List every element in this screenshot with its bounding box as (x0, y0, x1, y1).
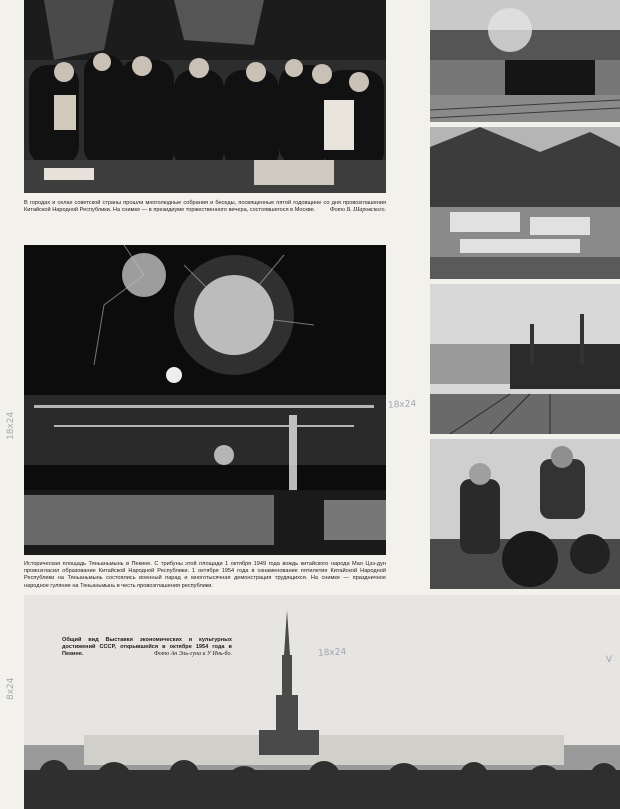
photo-exhibition-beijing (24, 595, 620, 809)
pencil-mark-middle: 18х24 (387, 399, 417, 411)
caption-soviet-meeting-credit: Фото В. Шаровского. (329, 207, 386, 214)
pencil-mark-right: V (605, 654, 613, 666)
photo-moscow-presidium (24, 0, 386, 193)
caption-tiananmen (24, 561, 386, 590)
caption-soviet-meeting (24, 200, 386, 214)
caption-tiananmen-text: Историческая площадь Тяньаньмынь в Пекине. С трибуны этой площади 1 октября 1949 года вождь китайского народа Мао Цзэ-дун провозгласил образование Китайской Народной Республики. 1 октября 1954 года в ознаменование пятилетия Китайской Народной Республики на Тяньаньмынь состоялись военный парад и многотысячная демонстрация трудящихся. На снимке — праздничное народное гуляние на Тяньаньмынь в честь провозглашения республики. (24, 561, 386, 589)
caption-exhibition-credit: Фото Ан Эль-гуна и У Инь-бо. (153, 651, 232, 658)
photo-tiananmen-night (24, 245, 386, 555)
photo-express-train (430, 0, 620, 122)
pencil-mark-bottom: 18х24 (317, 647, 347, 659)
caption-soviet-meeting-text: В городах и селах советской страны прошли многолюдные собрания и беседы, посвященные пятой годовщине со дня провозглашения Китайской Народной Республики. На снимке — в президиуме торжественного вечера, состоявшегося в Москве. (24, 200, 386, 214)
pencil-mark-bottom-left: 8х24 (6, 677, 16, 700)
caption-exhibition-text: Общий вид Выставки экономических и культурных достижений СССР, открывшейся в октябре 1954 года в Пекине. (62, 637, 232, 658)
caption-exhibition (62, 637, 232, 659)
photo-cooperative-field (430, 439, 620, 589)
photo-steamer-karaganda (430, 284, 620, 434)
photo-sanatorium (430, 127, 620, 279)
pencil-mark-left: 18х24 (6, 411, 16, 440)
